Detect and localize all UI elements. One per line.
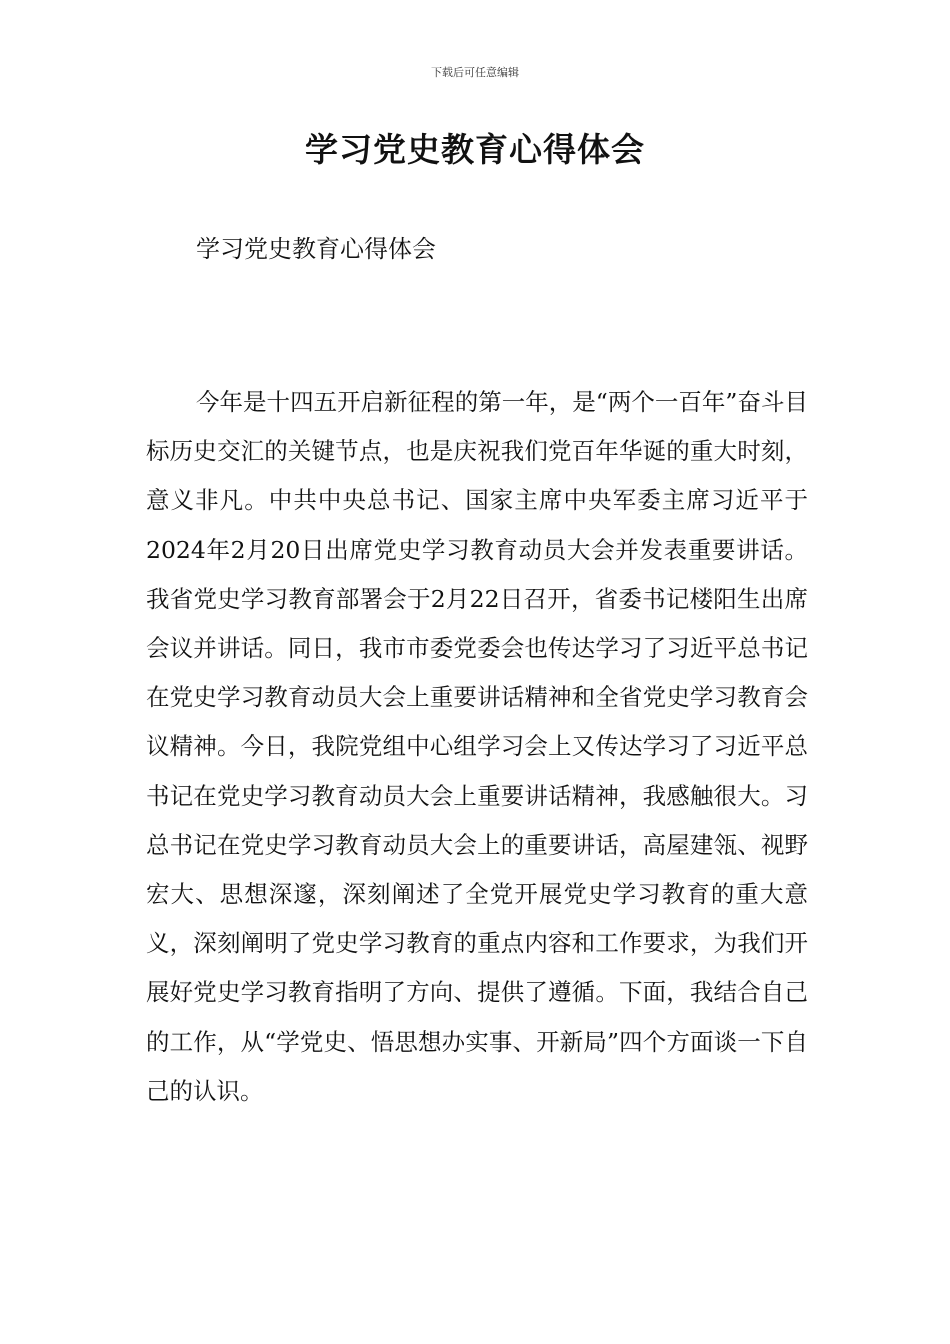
download-note: 下载后可任意编辑 (431, 66, 519, 79)
body-paragraph: 今年是十四五开启新征程的第一年，是“两个一百年”奋斗目标历史交汇的关键节点，也是庆祝我们党百年华诞的重大时刻，意义非凡。中共中央总书记、国家主席中央军委主席习近平于2024年2月20日出席党史学习教育动员大会并发表重要讲话。我省党史学习教育部署会于2月22日召开，省委书记楼阳生出席会议并讲话。同日，我市市委党委会也传达学习了习近平总书记在党史学习教育动员大会上重要讲话精神和全省党史学习教育会议精神。今日，我院党组中心组学习会上又传达学习了习近平总书记在党史学习教育动员大会上重要讲话精神，我感触很大。习总书记在党史学习教育动员大会上的重要讲话，高屋建瓴、视野宏大、思想深邃，深刻阐述了全党开展党史学习教育的重大意义，深刻阐明了党史学习教育的重点内容和工作要求，为我们开展好党史学习教育指明了方向、提供了遵循。下面，我结合自己的工作，从“学党史、悟思想办实事、开新局”四个方面谈一下自己的认识。 (146, 388, 808, 1105)
document-subtitle: 学习党史教育心得体会 (196, 235, 436, 263)
document-title: 学习党史教育心得体会 (305, 130, 645, 169)
